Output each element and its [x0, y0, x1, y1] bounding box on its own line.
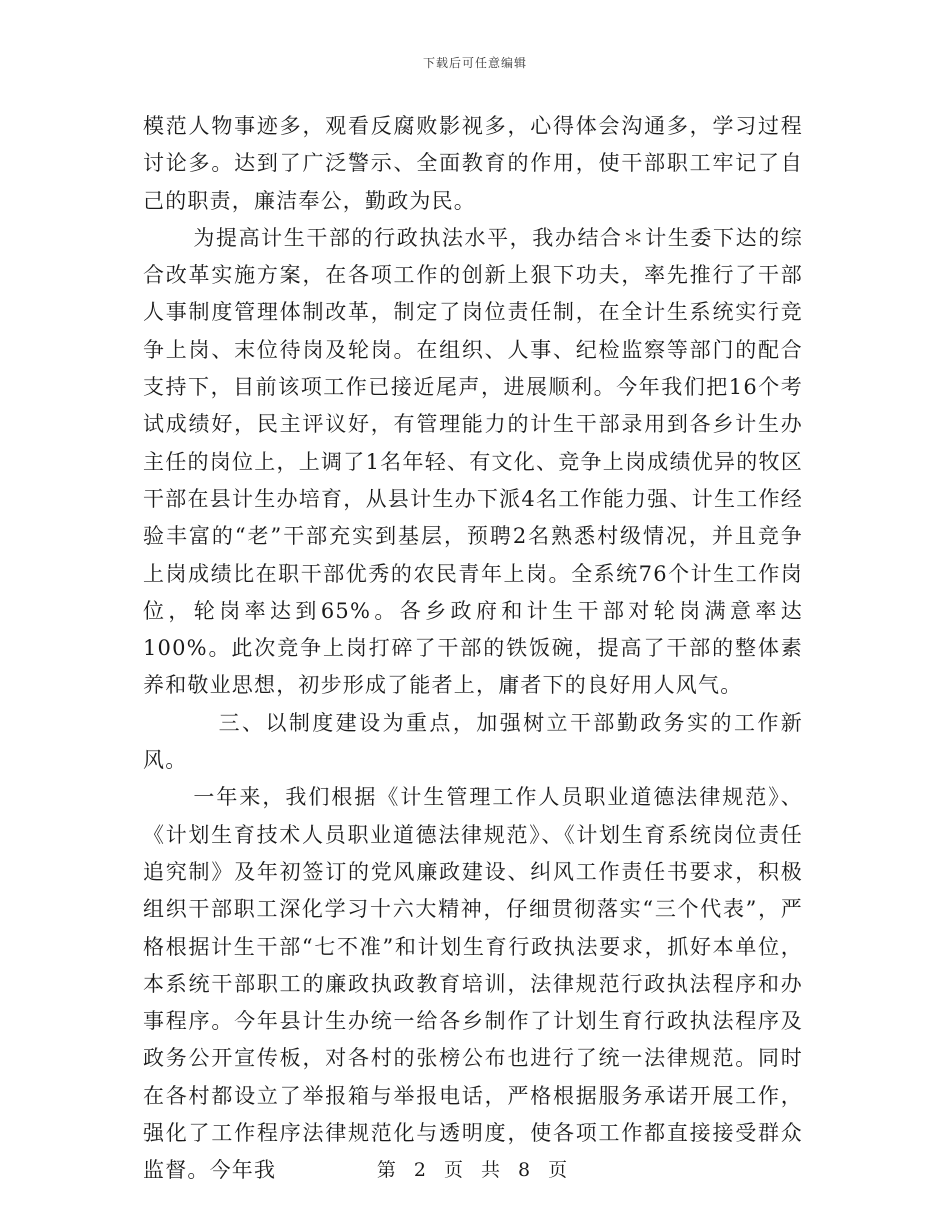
paragraph-continuation: 模范人物事迹多，观看反腐败影视多，心得体会沟通多，学习过程讨论多。达到了广泛警示、全面教育的作用，使干部职工牢记了自己的职责，廉洁奉公，勤政为民。 — [143, 114, 803, 213]
document-body — [143, 108, 803, 1190]
section-heading-three: 三、以制度建设为重点，加强树立干部勤政务实的工作新风。 — [143, 710, 803, 773]
page-header: 下载后可任意编辑 — [422, 56, 527, 70]
paragraph-regulations: 一年来，我们根据《计生管理工作人员职业道德法律规范》、《计划生育技术人员职业道德法律规范》、《计划生育系统岗位责任追究制》及年初签订的党风廉政建设、纠风工作责任书要求，积极组织干部职工深化学习十六大精神，仔细贯彻落实“三个代表”，严格根据计生干部“七不准”和计划生育行政执法要求，抓好本单位，本系统干部职工的廉政执政教育培训，法律规范行政执法程序和办事程序。今年县计生办统一给各乡制作了计划生育行政执法程序及政务公开宣传板，对各村的张榜公布也进行了统一法律规范。同时在各村都设立了举报箱与举报电话，严格根据服务承诺开展工作，强化了工作程序法律规范化与透明度，使各项工作都直接接受群众监督。今年我 — [143, 785, 803, 1183]
page-number: 第 2 页 共 8 页 — [376, 1159, 574, 1181]
paragraph-cadre-reform: 为提高计生干部的行政执法水平，我办结合＊计生委下达的综合改革实施方案，在各项工作的创新上狠下功夫，率先推行了干部人事制度管理体制改革，制定了岗位责任制，在全计生系统实行竞争上岗、末位待岗及轮岗。在组织、人事、纪检监察等部门的配合支持下，目前该项工作已接近尾声，进展顺利。今年我们把16个考试成绩好，民主评议好，有管理能力的计生干部录用到各乡计生办主任的岗位上，上调了1名年轻、有文化、竞争上岗成绩优异的牧区干部在县计生办培育，从县计生办下派4名工作能力强、计生工作经验丰富的“老”干部充实到基层，预聘2名熟悉村级情况，并且竞争上岗成绩比在职干部优秀的农民青年上岗。全系统76个计生工作岗位，轮岗率达到65%。各乡政府和计生干部对轮岗满意率达100%。此次竞争上岗打碎了干部的铁饭碗，提高了干部的整体素养和敬业思想，初步形成了能者上，庸者下的良好用人风气。 — [143, 225, 803, 698]
